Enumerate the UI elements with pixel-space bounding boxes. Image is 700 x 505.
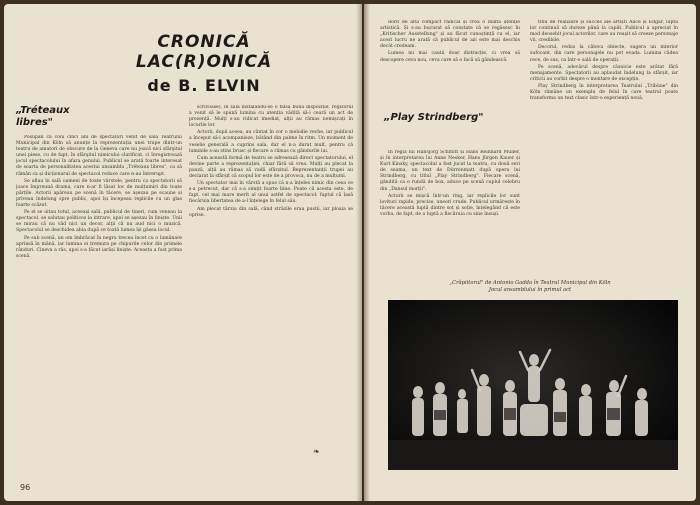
paragraph: În regia lui Hansjörg Schmitt și Hans Reinhard Müller, și în interpretarea lui Anne Nesker, Hans Jürgen Kauer și Kurt Kinsky, spectacolul a fost jucat la teatru, cu două seri de seama, un text de Dürrenmatt după opera lui Strindberg, cu titlul „Play Strindberg". Fiecare scenă, gândită ca o rundă de box, aduce pe scenă cuplul celebru din „Dansul morții".	[380, 150, 520, 192]
paragraph: Cum această formă de teatru se adresează direct spectatorului, el devine parte a reprezentației, chiar fără să vrea. Mulți au plecat la pauză, alții au rămas să vadă sfârșitul. Reprezentanții trupei au declarat la sfârșit că scopul lor este de a provoca, nu de a mulțumi.	[189, 155, 353, 180]
photo-caption-line-1: „Crăpiitorul" de Antonio Gadda în Teatrul Municipal din Köln	[449, 280, 611, 286]
section-title-treteaux: „Tréteaux libres"	[16, 105, 70, 128]
photo-caption	[392, 280, 668, 293]
left-column-2	[189, 105, 353, 471]
binding-gutter	[356, 4, 370, 501]
paragraph: Un spectator mai în vârstă a spus că n-a înțeles nimic din ceea ce s-a petrecut, dar că s-a simțit foarte bine. Poate că acesta este, de fapt, cel mai mare merit al unui astfel de spectacol: faptul că lasă fiecăruia libertatea de a-l înțelege în felul său.	[189, 181, 353, 205]
left-page	[4, 4, 362, 501]
end-ornament: ❧	[313, 447, 320, 456]
photo-caption-line-2: Jocul ansamblului în primul act	[488, 286, 572, 293]
paragraph: titlu de realizare și succes ale artiști Alice și Edgar, lupta lor continuă să dureze până la capăt. Publicul a apreciat în mod deosebit jocul actorilor, care au reușit să creeze personaje vii, credibile.	[530, 20, 678, 44]
paragraph: Actorii, după aceea, au cântat în cor o melodie veche, iar publicul a început să-i acompanieze, bătând din palme în ritm. Un moment de veselie generală a cuprins sala, dar el n-a durat mult, pentru că luminile s-au stins brusc și fiecare a rămas cu gândurile lui.	[189, 130, 353, 154]
headline-block	[94, 32, 314, 95]
paragraph: Posupan că coni cinci ani de spectatori venit de sala Teatrului Municipal din Köln să anunțe la reprezentația unei trupe dintr-un teatru de amatori de obscure de la Geneva care nu joacă nici sfârşitul unei piese, cu de fapt, în sfârşitul nimicului clarificat, ci înregistrează jocul spectacolului în afara genului. Publicul se arată foarte interesat de soarta de personalitatea acestui ansamblu „Tréteaux libres", ca să rămân ca și dicționarul de spectacol reduce care n-au întrerupt.	[16, 135, 182, 177]
stage-photo	[388, 300, 678, 470]
right-column-1-bottom	[380, 150, 520, 256]
paragraph: Decorul, redus la câteva obiecte, sugera un interior sufocant, din care personajele nu pot evada. Lumina cădea rece, de sus, ca într-o sală de operații.	[530, 45, 678, 63]
paragraph: Am plecat târziu din sală, când străzile erau pustii, iar ploaia se oprise.	[189, 206, 353, 218]
paragraph: dorit de altă compact radical și crea o înaltă atenție artistică. Și s-au bucurat să constate că se regăsesc în „Kritischer Ausstellung" și au făcut cunoștință cu el, iar acest lucru ne arată că publicul de azi este mai deschis decât credeam.	[380, 20, 520, 50]
paragraph: Pe el se uitau totul, aceeași sală, publicul de tineri, cum veneau la spectacol, se salutau politicos la intrare, apoi se așezau în liniște. Unii se mirau că nu văd nici un decor, alții că nu aud nici o muzică. Spectacolul se deschidea abia după ce toată lumea își găsea locul.	[16, 210, 182, 234]
paragraph: Play Strindberg în interpretarea Teatrului „Tribüne" din Köln rămâne un exemplu de felul în care teatrul poate transforma un text clasic într-o experiență nouă.	[530, 83, 678, 102]
right-column-2	[530, 20, 678, 260]
paragraph: Pe sub scenă, un om îmbrăcat în negru trecea încet cu o lumânare aprinsă în mână, iar lumina ei tremura pe chipurile celor din primele rânduri. Cineva a râs, apoi s-a făcut iarăși liniște. Aceasta a fost prima scenă.	[16, 235, 182, 259]
left-column-1	[16, 135, 182, 471]
section-title-play-strindberg: „Play Strindberg"	[384, 112, 484, 123]
paragraph: Lumea nu mai caută doar distracție, ci vrea să descopere ceva nou, ceva care să o facă să gândească.	[380, 51, 520, 63]
right-column-1-top	[380, 20, 520, 82]
headline-title: CRONICĂ LAC(R)ONICĂ	[135, 32, 273, 72]
paragraph: Se aflau în sală oameni de toate vârstele, pentru ca spectatorii să joace împreună drama, care n-ar fi lăsat loc de mulțumiri din toate părțile. Actorii apăreau pe scenă în tăcere, se așezau pe scaune și priveau îndelung spre public, apoi își începeau replicile cu un glas foarte scăzut.	[16, 178, 182, 209]
paragraph: Pe scenă, adevărul despre căsnicie este arătat fără menajamente. Spectatorii au aplaudat îndelung la sfârșit, iar criticii au vorbit despre o montare de excepție.	[530, 64, 678, 82]
paragraph: Actorii se mișcă într-un ring, iar replicile lor sunt lovituri rapide, precise, uneori crude. Publicul urmărește în tăcere această luptă dintre soț și soție, înțelegând că este vorba, de fapt, de o luptă a fiecăruia cu sine însuși.	[380, 193, 520, 217]
byline: de B. ELVIN	[147, 76, 261, 95]
paragraph: scrivoase), în sală instalându-se o falsă bună dispoziție, regizorul a venit să le spună lumina cu atenția vădită să-i ceară un act de prezență. Mulți s-au ridicat imediat, alții au rămas nemișcați în locurile lor.	[189, 105, 353, 129]
page-number: 96	[20, 483, 31, 492]
